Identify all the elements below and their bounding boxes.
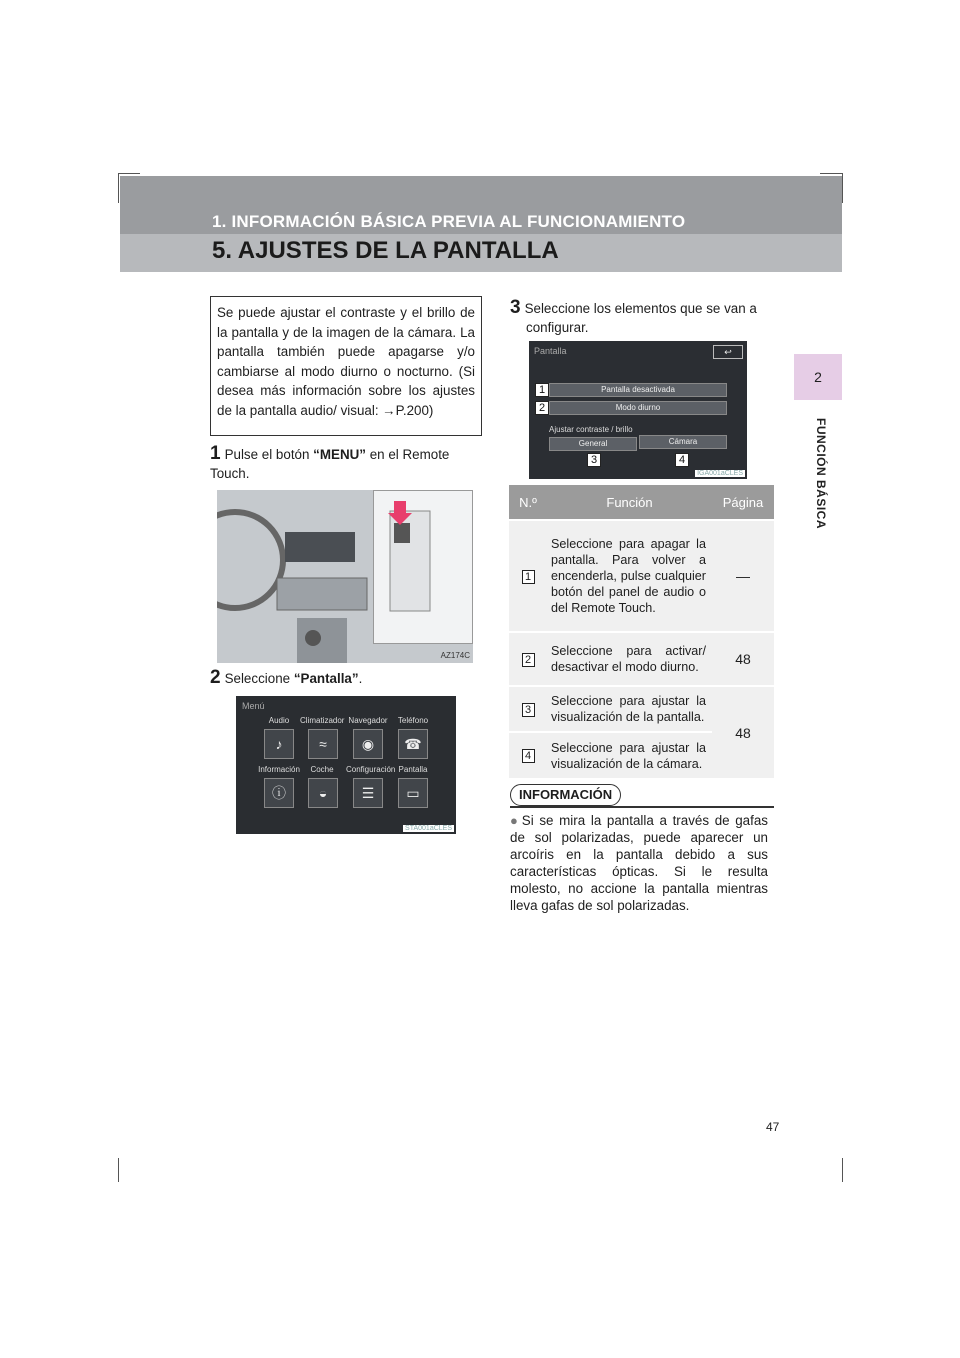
crop-mark [118,173,140,174]
table-row [509,632,774,686]
callout-1: 1 [535,383,549,397]
step-text: Pulse el botón [224,447,314,462]
section-title: 1. INFORMACIÓN BÁSICA PREVIA AL FUNCIONAMIENTO [212,212,686,231]
chapter-tab [794,354,842,400]
intro-box: Se puede ajustar el contraste y el brillo de la pantalla y de la imagen de la cámara. La pantalla también puede apagarse y/o cambiarse al modo diurno o nocturno. (Si desea más información sobre los ajustes de la pantalla audio/ visual: →P.200) [210,296,482,436]
menu-label-navigation: Navegador [348,716,388,725]
row-page: 48 [712,686,774,778]
display-icon[interactable]: ▭ [398,778,428,808]
photo-caption: AZ174C [440,651,470,660]
screen-title: Pantalla [534,346,567,356]
number-box: 4 [522,749,535,763]
number-box: 2 [522,653,535,667]
row-page: — [712,520,774,632]
table-header-row [509,485,774,520]
page-title: 5. AJUSTES DE LA PANTALLA [212,237,559,264]
crop-mark [118,1158,119,1182]
header-number: N.º [509,485,547,520]
row-number [509,686,547,732]
crop-mark [842,1158,843,1182]
row-description: Seleccione para apagar la pantalla. Para volver a encenderla, pulse cualquier botón del panel de audio o del Remote Touch. [547,520,712,632]
step-2 [210,668,482,688]
step-3 [510,298,774,337]
music-icon[interactable]: ♪ [264,729,294,759]
menu-label-info: Información [258,765,300,774]
back-icon[interactable]: ↩ [713,345,743,359]
row-description: Seleccione para ajustar la visualización de la cámara. [547,732,712,778]
step-number: 1 [210,443,221,464]
navigation-icon[interactable]: ◉ [353,729,383,759]
crop-mark [118,173,119,203]
info-divider [510,806,774,808]
step-1 [210,444,482,483]
step-text: en el Remote Touch. [210,447,450,481]
car-icon[interactable]: ◒ [308,778,338,808]
table-row [509,520,774,632]
menu-label-car: Coche [310,765,334,774]
page-number: 47 [766,1120,780,1134]
callout-4: 4 [675,453,689,467]
screen-off-button[interactable]: Pantalla desactivada [549,383,727,397]
header-function: Función [547,485,712,520]
step-keyword: “Pantalla” [293,671,359,686]
row-description: Seleccione para ajustar la visualización de la pantalla. [547,686,712,732]
header-page: Página [712,485,774,520]
row-number [509,520,547,632]
crop-mark [820,173,842,174]
photo-inset [373,490,473,644]
camera-button[interactable]: Cámara [639,435,727,449]
info-icon[interactable]: ⓘ [264,778,294,808]
bullet-icon: ● [510,813,520,828]
chapter-label: FUNCIÓN BÁSICA [814,418,828,529]
menu-title: Menú [242,701,265,711]
menu-label-phone: Teléfono [397,716,429,725]
menu-label-climate: Climatizador [300,716,345,725]
info-heading: INFORMACIÓN [510,784,621,806]
table-row [509,686,774,732]
info-text [510,812,768,914]
chapter-number: 2 [814,369,822,385]
info-body: Si se mira la pantalla a través de gafas de sol polarizadas, puede aparecer un arcoíris en la pantalla debido a sus características ópticas. Si le resulta molesto, no accione la pantalla mientras lleva gafas de sol polarizadas. [510,813,768,913]
step-text: Seleccione [224,671,294,686]
menu-label-display: Pantalla [398,765,428,774]
day-mode-button[interactable]: Modo diurno [549,401,727,415]
row-description: Seleccione para activar/ desactivar el modo diurno. [547,632,712,686]
menu-screen [236,696,456,834]
number-box: 1 [522,570,535,584]
crop-mark [842,173,843,203]
step-number: 3 [510,297,521,318]
menu-caption: STA001aCLES [405,825,452,832]
display-settings-screen [529,341,747,479]
callout-3: 3 [587,453,601,467]
remote-touch-illustration [374,491,473,645]
row-page: 48 [712,632,774,686]
step-number: 2 [210,667,221,688]
phone-icon[interactable]: ☎ [398,729,428,759]
screen-caption: IGA001aCLES [697,470,743,477]
function-table [509,485,774,778]
callout-2: 2 [535,401,549,415]
setup-icon[interactable]: ☰ [353,778,383,808]
climate-icon[interactable]: ≈ [308,729,338,759]
general-button[interactable]: General [549,437,637,451]
row-number [509,632,547,686]
step-text: . [358,671,363,686]
step-keyword: “MENU” [313,447,366,462]
row-number [509,732,547,778]
number-box: 3 [522,703,535,717]
console-photo [217,490,473,663]
adjust-subtitle: Ajustar contraste / brillo [549,425,633,434]
menu-label-setup: Configuración [346,765,396,774]
header-band [120,176,842,272]
step-text: Seleccione los elementos que se van a configurar. [524,301,757,335]
menu-label-audio: Audio [268,716,290,725]
